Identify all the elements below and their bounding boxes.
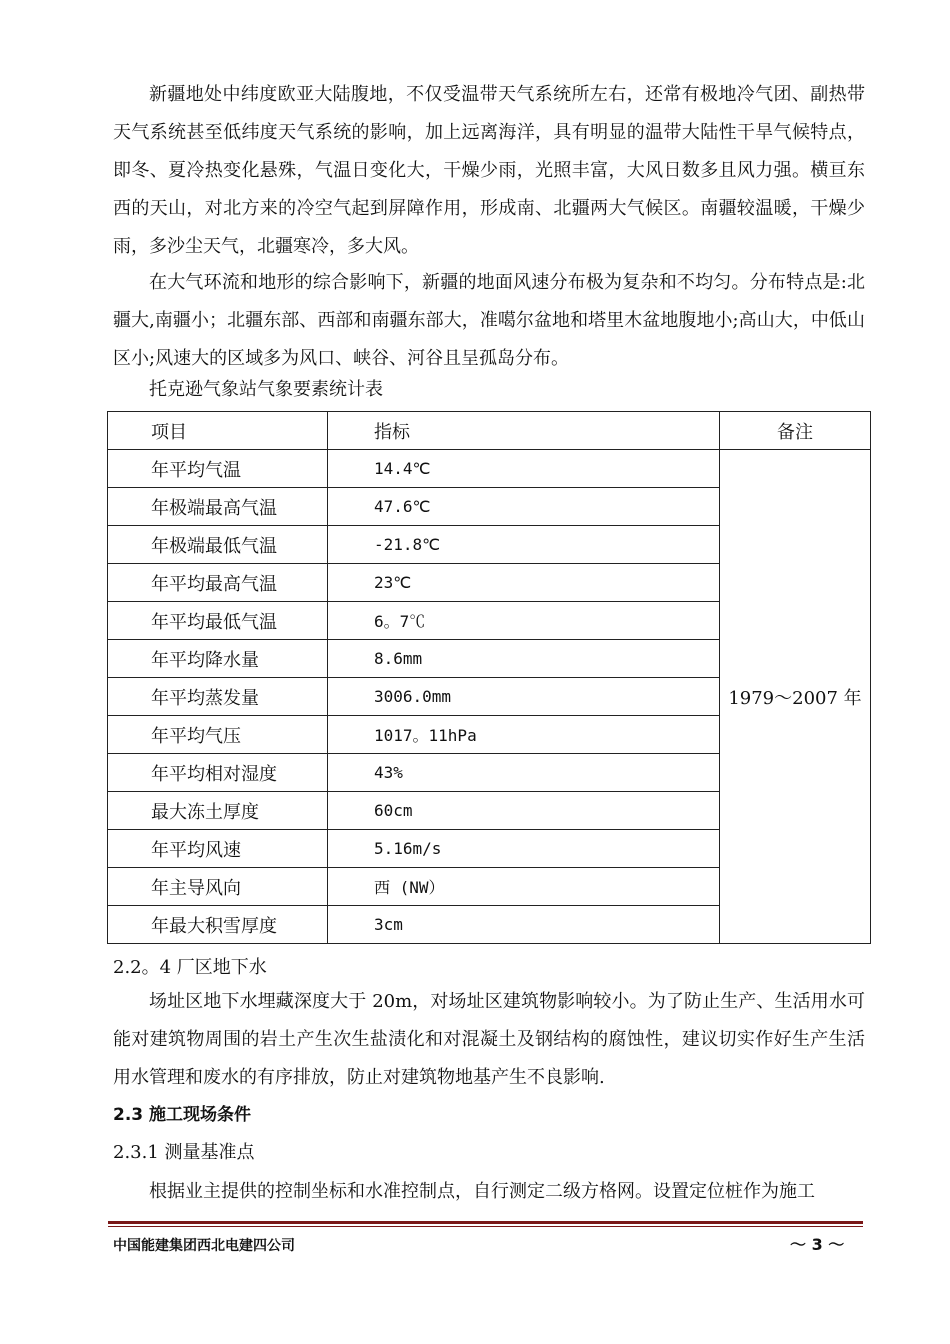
row-item: 年平均气压 [108,716,328,754]
row-item: 年平均气温 [108,450,328,488]
row-value: -21.8℃ [328,526,720,564]
row-item: 年主导风向 [108,868,328,906]
row-value: 6。7℃ [328,602,720,640]
survey-paragraph: 根据业主提供的控制坐标和水准控制点，自行测定二级方格网。设置定位桩作为施工 [149,1181,815,1202]
row-item: 年极端最低气温 [108,526,328,564]
section-2-3-1-heading: 2.3.1 测量基准点 [113,1142,255,1163]
row-value: 23℃ [328,564,720,602]
row-item: 年平均风速 [108,830,328,868]
remark-cell: 1979～2007 年 [720,450,871,944]
header-item: 项目 [108,412,328,450]
section-2-3-heading: 2.3 施工现场条件 [113,1105,252,1125]
row-value: 1017。11hPa [328,716,720,754]
footer-rule-thin [108,1226,863,1227]
row-item: 年平均降水量 [108,640,328,678]
row-value: 14.4℃ [328,450,720,488]
row-value: 西 (NW） [328,868,720,906]
page-number: ～ 3 ～ [790,1235,845,1254]
wind-paragraph: 在大气环流和地形的综合影响下，新疆的地面风速分布极为复杂和不均匀。分布特点是:北疆大,南疆小；北疆东部、西部和南疆东部大，准噶尔盆地和塔里木盆地腹地小;高山大，中低山区小;风速大的区域多为风口、峡谷、河谷且呈孤岛分布。 [113,272,865,369]
weather-stats-table [107,411,871,944]
row-value: 8.6mm [328,640,720,678]
row-item: 年平均最低气温 [108,602,328,640]
table-row [108,450,871,488]
row-item: 年平均最高气温 [108,564,328,602]
climate-paragraph: 新疆地处中纬度欧亚大陆腹地，不仅受温带天气系统所左右，还常有极地冷气团、副热带天气系统甚至低纬度天气系统的影响，加上远离海洋，具有明显的温带大陆性干旱气候特点，即冬、夏冷热变化悬殊，气温日变化大，干燥少雨，光照丰富，大风日数多且风力强。横亘东西的天山，对北方来的冷空气起到屏障作用，形成南、北疆两大气候区。南疆较温暖，干燥少雨，多沙尘天气，北疆寒冷，多大风。 [113,84,865,257]
row-value: 47.6℃ [328,488,720,526]
footer-rule [108,1221,863,1224]
row-item: 年平均相对湿度 [108,754,328,792]
table-caption: 托克逊气象站气象要素统计表 [149,379,383,400]
section-2-2-4-heading: 2.2。4 厂区地下水 [113,957,267,978]
row-value: 3cm [328,906,720,944]
row-value: 43% [328,754,720,792]
header-value: 指标 [328,412,720,450]
row-value: 60cm [328,792,720,830]
table-header-row [108,412,871,450]
row-item: 最大冻土厚度 [108,792,328,830]
header-remark: 备注 [720,412,871,450]
groundwater-paragraph: 场址区地下水埋藏深度大于 20m，对场址区建筑物影响较小。为了防止生产、生活用水可能对建筑物周围的岩土产生次生盐渍化和对混凝土及钢结构的腐蚀性，建议切实作好生产生活用水管理和废水的有序排放，防止对建筑物地基产生不良影响. [113,991,865,1088]
row-value: 3006.0mm [328,678,720,716]
row-item: 年最大积雪厚度 [108,906,328,944]
footer-company: 中国能建集团西北电建四公司 [113,1238,295,1254]
row-value: 5.16m/s [328,830,720,868]
row-item: 年平均蒸发量 [108,678,328,716]
row-item: 年极端最高气温 [108,488,328,526]
